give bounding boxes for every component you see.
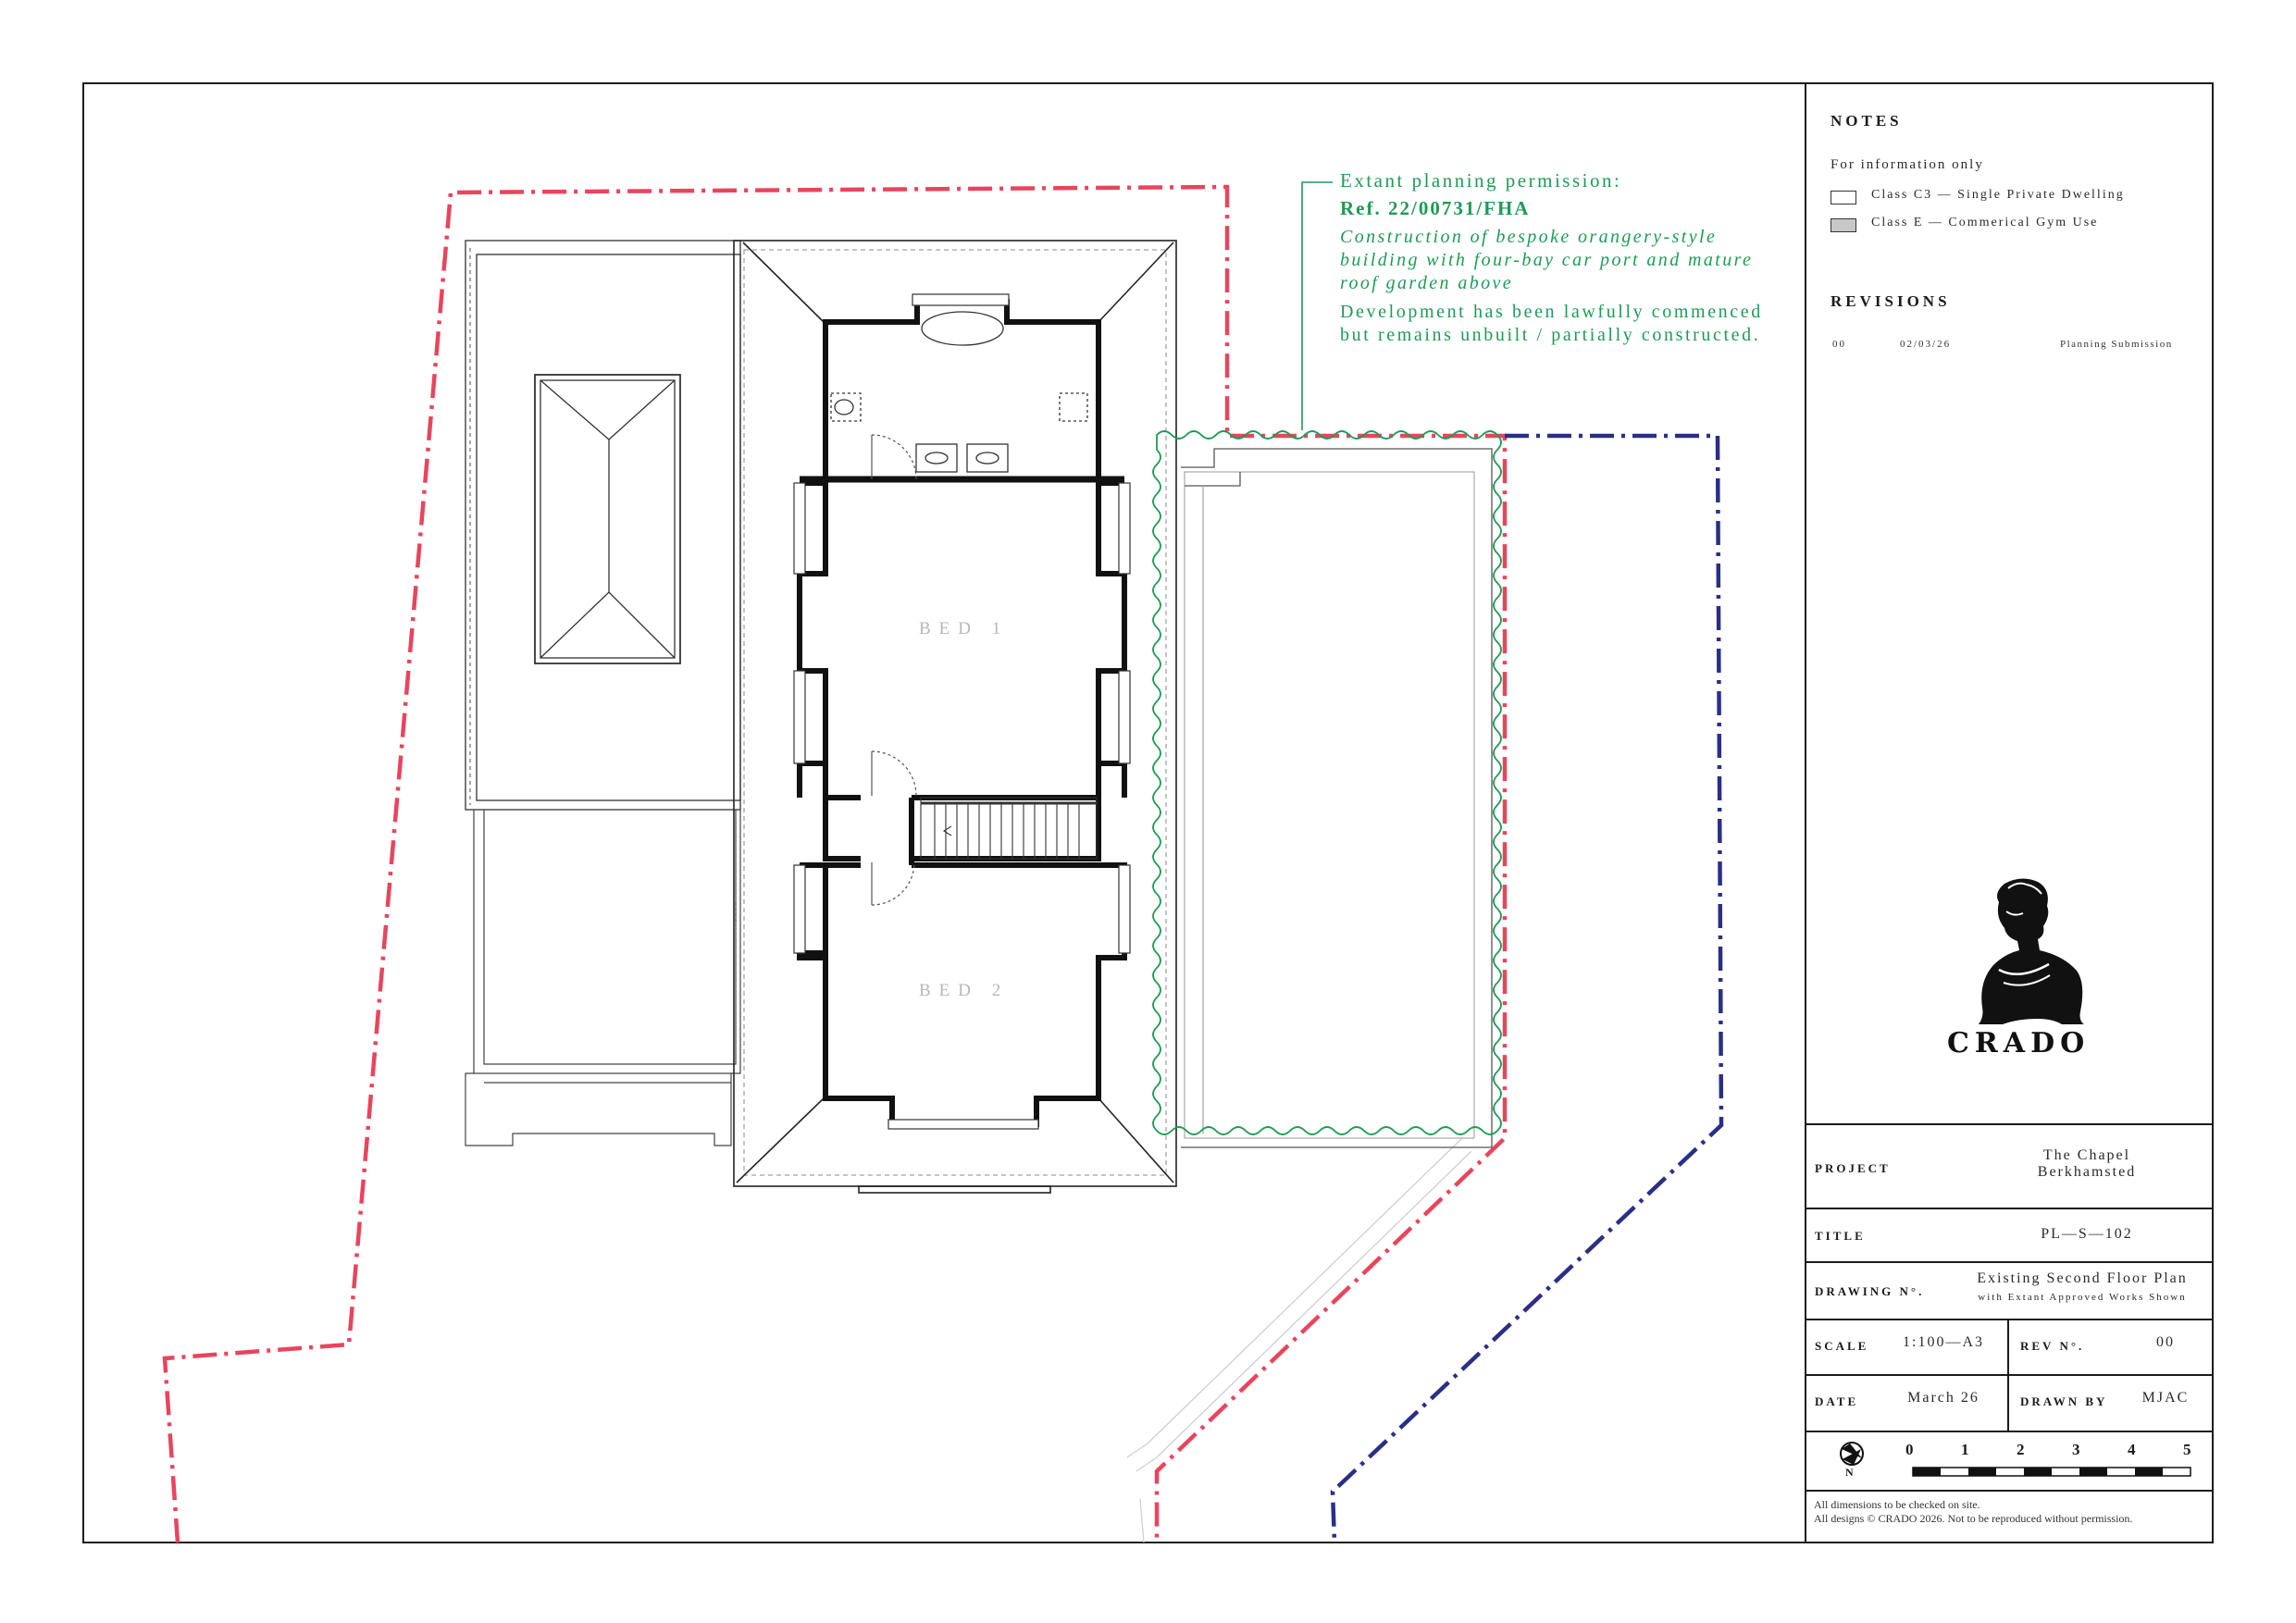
revisions-heading: REVISIONS [1831,292,1951,310]
adjacent-building-outline [1127,1138,1471,1542]
legend-swatch-class-e [1831,218,1856,232]
scale-tick-0: 0 [1905,1441,1914,1458]
revision-number-value: 00 [2156,1334,2175,1350]
revision-number-label: REV N°. [2020,1339,2085,1353]
scale-tick-5: 5 [2183,1441,2191,1458]
legend-swatch-class-c3 [1831,191,1856,204]
project-name: The Chapel [2042,1147,2131,1163]
scale-tick-4: 4 [2128,1441,2136,1458]
scale-tick-1: 1 [1961,1441,1969,1458]
project-label: PROJECT [1815,1161,1891,1175]
drawn-by-value: MJAC [2141,1390,2190,1406]
ownership-boundary-line [1333,436,1721,1542]
scale-value: 1:100—A3 [1903,1334,1984,1350]
extant-permission-annotation [1340,169,1784,347]
scale-label: SCALE [1815,1339,1869,1353]
revision-number: 00 [1832,339,1846,350]
revision-description: Planning Submission [2060,339,2173,350]
annotation-leader-line [1302,182,1333,430]
crado-wordmark: CRADO [1947,1027,2091,1059]
shower-tray [1060,393,1087,421]
title-value: PL—S—102 [2041,1226,2133,1242]
drawn-by-label: DRAWN BY [2020,1394,2108,1408]
extant-permission-outline [1153,431,1501,1134]
date-label: DATE [1815,1394,1859,1408]
windows [794,294,1130,1129]
project-location: Berkhamsted [2037,1164,2137,1180]
scale-bar [1913,1468,2191,1476]
north-label: N [1845,1466,1854,1479]
drawing-title: Existing Second Floor Plan [1977,1270,2188,1286]
footer-dimensions-note: All dimensions to be checked on site. [1814,1498,1980,1511]
notes-subheading: For information only [1831,157,1984,172]
scale-tick-2: 2 [2017,1441,2025,1458]
left-lower-block [465,810,740,1146]
legend-label-class-c3: Class C3 — Single Private Dwelling [1871,188,2125,202]
drawing-subtitle: with Extant Approved Works Shown [1978,1292,2187,1303]
left-roof-block [465,241,740,810]
room-label-bed-2: BED 2 [919,981,1010,1000]
staircase [921,798,1097,859]
footer-copyright-note: All designs © CRADO 2026. Not to be reproduced without permission. [1814,1512,2133,1525]
room-label-bed-1: BED 1 [919,619,1010,638]
wc [831,393,861,421]
annotation-heading: Extant planning permission: [1340,169,1622,192]
basin-left [916,444,957,472]
bathroom-fixtures [831,312,1087,472]
crado-bust-logo [1979,878,2084,1024]
legend-label-class-e: Class E — Commerical Gym Use [1871,216,2099,229]
drawing-number-label: DRAWING N°. [1815,1284,1925,1298]
scale-tick-3: 3 [2072,1441,2080,1458]
annotation-reference: Ref. 22/00731/FHA [1340,197,1531,219]
revision-date: 02/03/26 [1900,339,1952,350]
north-arrow-icon [1841,1443,1863,1465]
annotation-status: Development has been lawfully commenced but remains unbuilt / partially constructed. [1340,302,1763,345]
annotation-description: Construction of bespoke orangery-style building with four-bay car port and mature roof garden above [1340,227,1754,293]
basin-right [967,444,1008,472]
notes-heading: NOTES [1831,112,1903,130]
date-value: March 26 [1907,1390,1980,1406]
bathtub [922,312,1003,345]
extant-orangery-outline [1181,449,1492,1147]
title-label: TITLE [1815,1229,1866,1243]
